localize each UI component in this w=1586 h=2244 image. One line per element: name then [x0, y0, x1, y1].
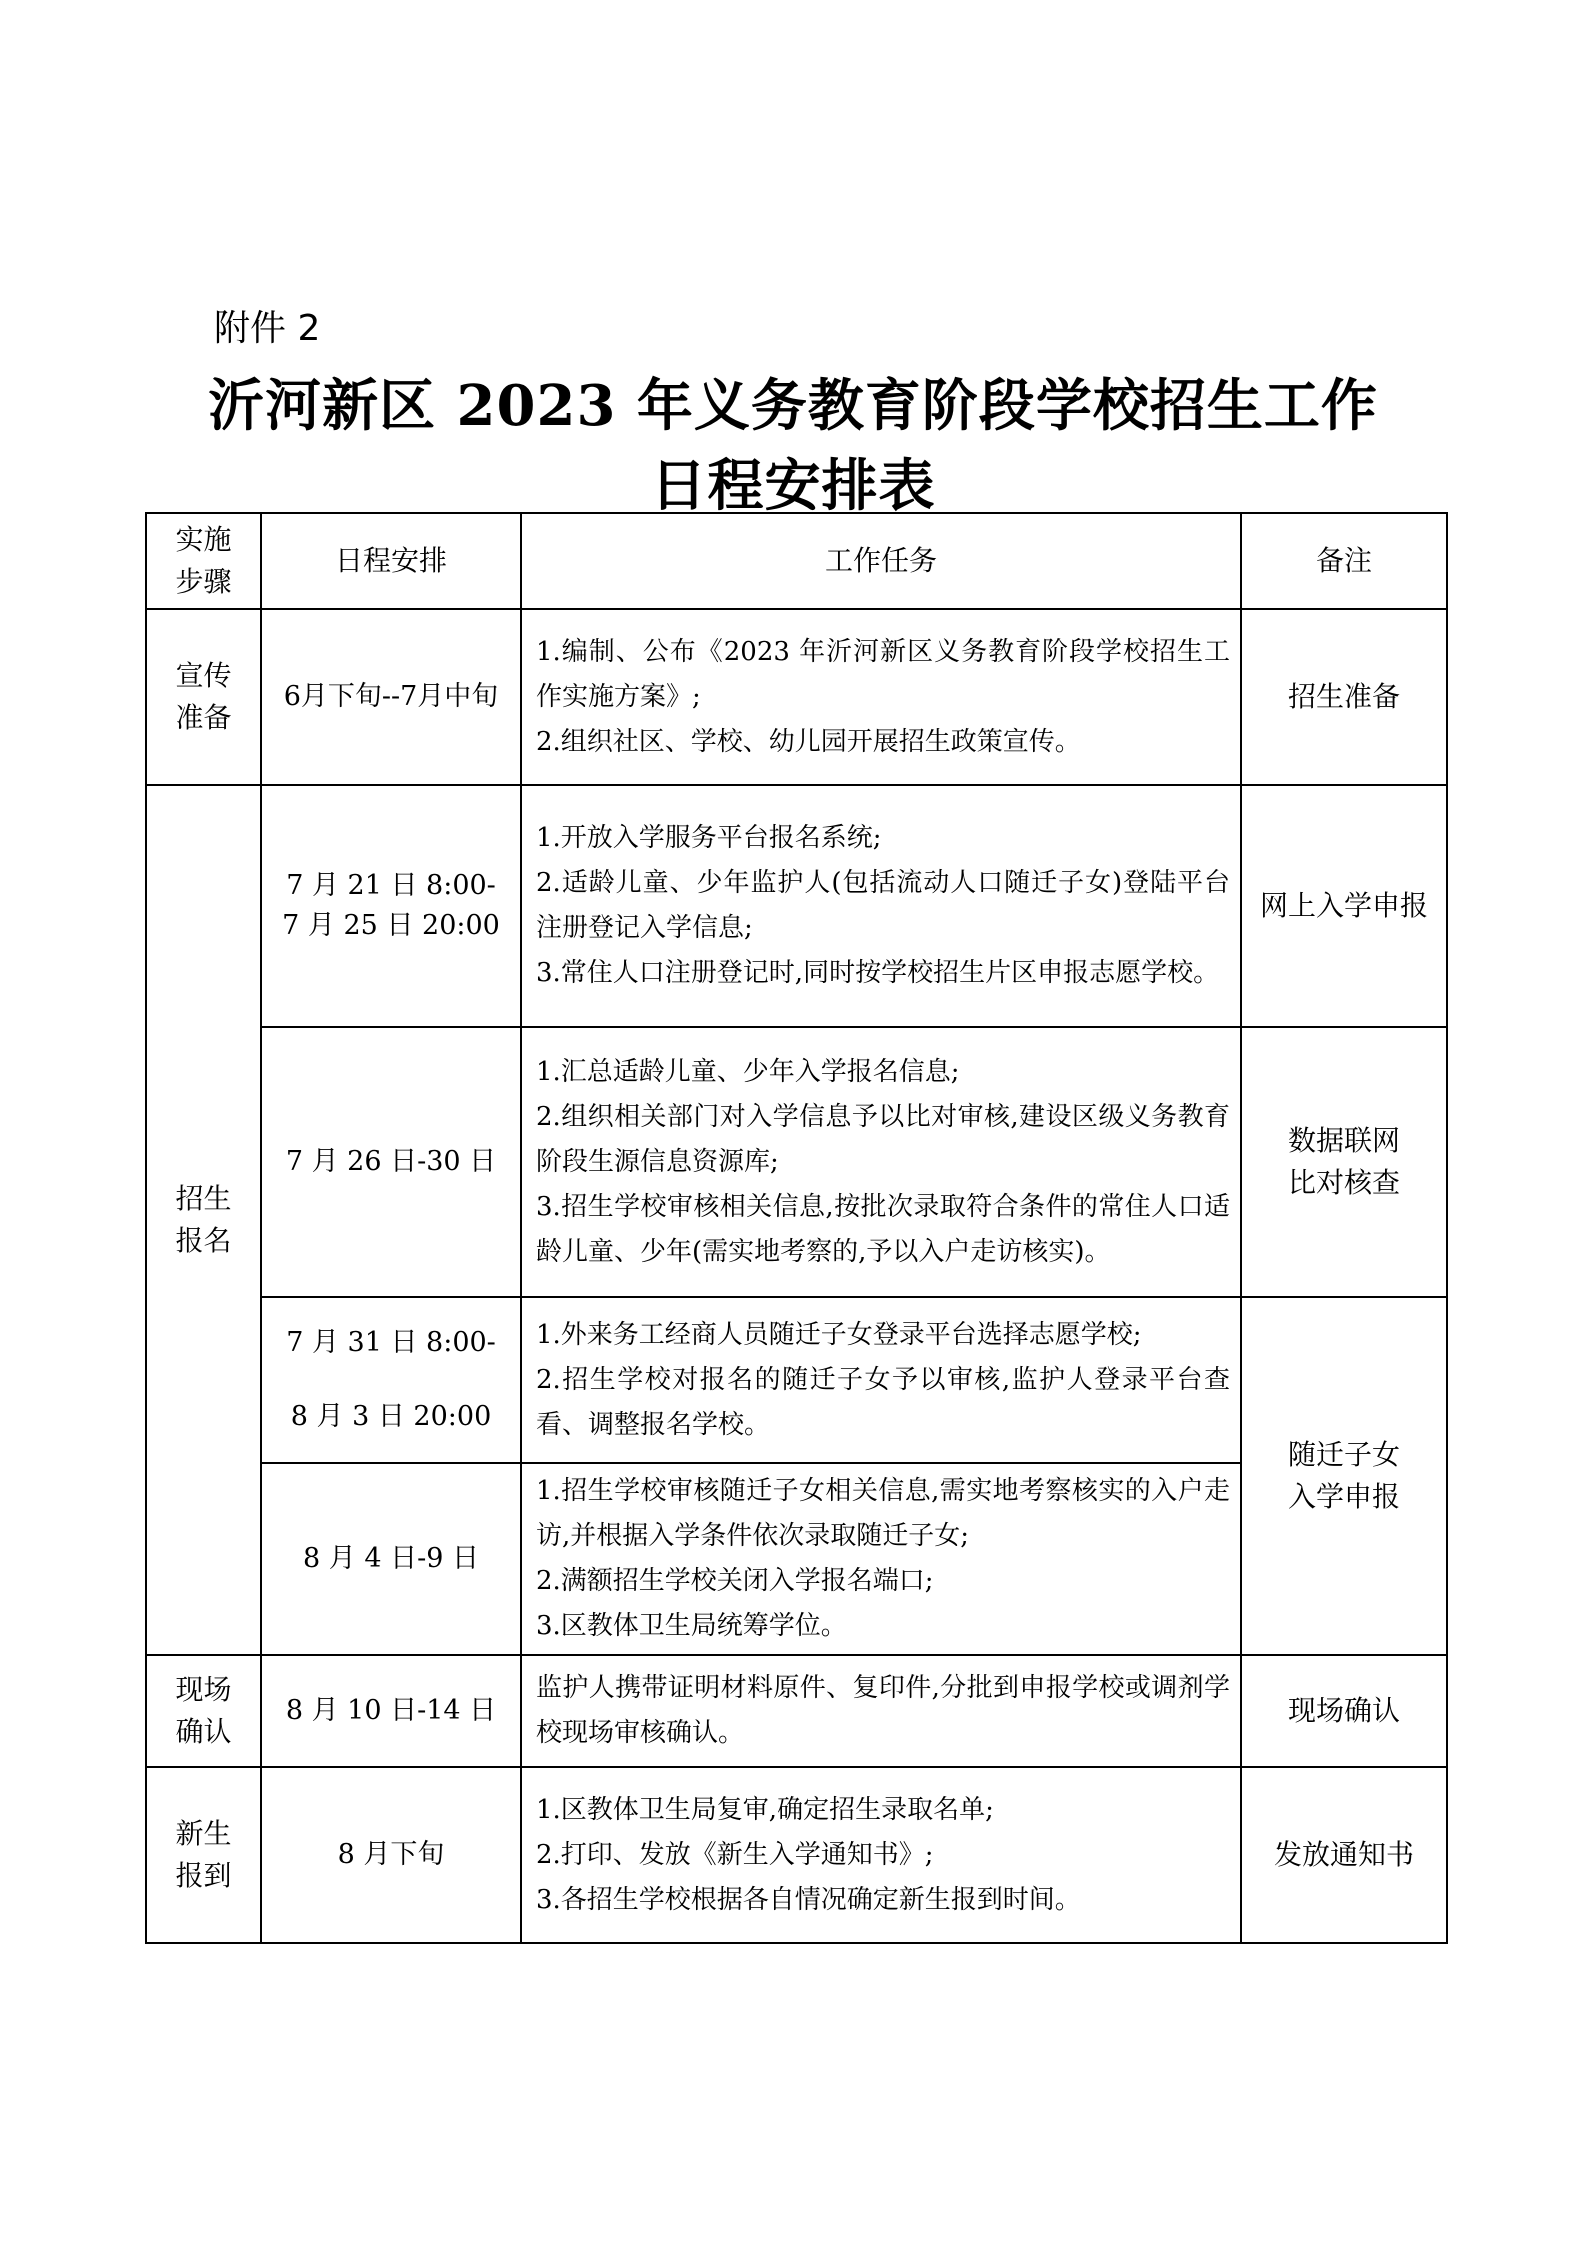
table-row [146, 1027, 1447, 1297]
task-item: 1.汇总适龄儿童、少年入学报名信息; [536, 1056, 960, 1087]
table-row [146, 1767, 1447, 1943]
task-item: 3.招生学校审核相关信息,按批次录取符合条件的常住人口适龄儿童、少年(需实地考察的,予以入户走访核实)。 [536, 1191, 1230, 1267]
step-cell [146, 785, 261, 1655]
remark-label: 随迁子女 [1287, 1438, 1400, 1471]
step-cell [146, 1767, 261, 1943]
task-cell [521, 1767, 1241, 1943]
document-subtitle: 日程安排表 [650, 453, 936, 519]
step-label: 新生 [175, 1817, 232, 1850]
task-item: 1.开放入学服务平台报名系统; [536, 823, 882, 853]
task-item: 2.打印、发放《新生入学通知书》; [536, 1839, 934, 1870]
date-line: 7 月 21 日 8:00- [286, 870, 496, 901]
task-item: 2.组织社区、学校、幼儿园开展招生政策宣传。 [536, 726, 1081, 757]
date-cell [261, 1655, 521, 1767]
step-label: 准备 [175, 701, 232, 734]
step-label: 报名 [175, 1224, 232, 1257]
date-cell [261, 785, 521, 1027]
header-tasks: 工作任务 [521, 513, 1241, 609]
attachment-label: 附件 2 [214, 308, 321, 349]
date-line: 6月下旬--7月中旬 [283, 681, 499, 712]
step-label: 招生 [175, 1182, 232, 1215]
task-item: 1.区教体卫生局复审,确定招生录取名单; [536, 1794, 994, 1825]
date-line: 8 月 3 日 20:00 [290, 1401, 492, 1432]
header-remarks: 备注 [1241, 513, 1447, 609]
task-item: 3.常住人口注册登记时,同时按学校招生片区申报志愿学校。 [536, 958, 1220, 988]
remark-cell [1241, 1655, 1447, 1767]
schedule-table [145, 512, 1448, 1944]
header-step-line: 步骤 [175, 565, 232, 598]
step-label: 确认 [175, 1715, 232, 1748]
date-line: 7 月 31 日 8:00- [286, 1327, 496, 1358]
task-cell [521, 785, 1241, 1027]
remark-label: 数据联网 [1287, 1124, 1400, 1157]
date-cell [261, 609, 521, 785]
task-cell [521, 1655, 1241, 1767]
date-cell [261, 1463, 521, 1655]
task-item: 1.招生学校审核随迁子女相关信息,需实地考察核实的入户走访,并根据入学条件依次录取随迁子女; [536, 1476, 1230, 1551]
date-line: 8 月 4 日-9 日 [303, 1543, 479, 1574]
task-item: 2.适龄儿童、少年监护人(包括流动人口随迁子女)登陆平台注册登记入学信息; [536, 868, 1230, 943]
header-row [146, 513, 1447, 609]
remark-label: 网上入学申报 [1259, 889, 1428, 922]
step-label: 宣传 [175, 659, 232, 692]
remark-label: 入学申报 [1287, 1480, 1400, 1513]
step-cell [146, 609, 261, 785]
task-cell [521, 609, 1241, 785]
remark-label: 现场确认 [1287, 1694, 1400, 1727]
document-title: 沂河新区 2023 年义务教育阶段学校招生工作 [208, 373, 1378, 439]
task-item: 2.满额招生学校关闭入学报名端口; [536, 1566, 934, 1596]
date-cell [261, 1027, 521, 1297]
date-cell [261, 1767, 521, 1943]
task-item: 3.各招生学校根据各自情况确定新生报到时间。 [536, 1884, 1081, 1915]
table-row [146, 785, 1447, 1027]
remark-cell [1241, 785, 1447, 1027]
step-label: 报到 [175, 1859, 232, 1892]
date-line: 7 月 25 日 20:00 [282, 910, 500, 941]
remark-label: 招生准备 [1287, 680, 1400, 713]
step-cell [146, 1655, 261, 1767]
task-item: 1.编制、公布《2023 年沂河新区义务教育阶段学校招生工作实施方案》; [536, 636, 1230, 712]
header-step [146, 513, 261, 609]
remark-cell [1241, 1767, 1447, 1943]
remark-cell [1241, 1027, 1447, 1297]
remark-cell [1241, 1297, 1447, 1655]
remark-label: 发放通知书 [1273, 1838, 1414, 1871]
remark-cell [1241, 609, 1447, 785]
table-row [146, 1655, 1447, 1767]
header-schedule: 日程安排 [261, 513, 521, 609]
task-item: 2.招生学校对报名的随迁子女予以审核,监护人登录平台查看、调整报名学校。 [536, 1364, 1230, 1440]
task-cell [521, 1297, 1241, 1463]
step-label: 现场 [175, 1673, 232, 1706]
date-line: 8 月下旬 [337, 1839, 445, 1870]
table-row [146, 609, 1447, 785]
remark-label: 比对核查 [1287, 1166, 1400, 1199]
task-item: 2.组织相关部门对入学信息予以比对审核,建设区级义务教育阶段生源信息资源库; [536, 1101, 1230, 1177]
task-item: 监护人携带证明材料原件、复印件,分批到申报学校或调剂学校现场审核确认。 [536, 1673, 1230, 1748]
date-line: 7 月 26 日-30 日 [285, 1146, 497, 1177]
date-line: 8 月 10 日-14 日 [285, 1695, 497, 1726]
header-step-line: 实施 [175, 523, 232, 556]
date-cell [261, 1297, 521, 1463]
task-item: 1.外来务工经商人员随迁子女登录平台选择志愿学校; [536, 1319, 1142, 1350]
task-cell [521, 1027, 1241, 1297]
task-item: 3.区教体卫生局统筹学位。 [536, 1611, 847, 1641]
task-cell [521, 1463, 1241, 1655]
table-row [146, 1297, 1447, 1463]
